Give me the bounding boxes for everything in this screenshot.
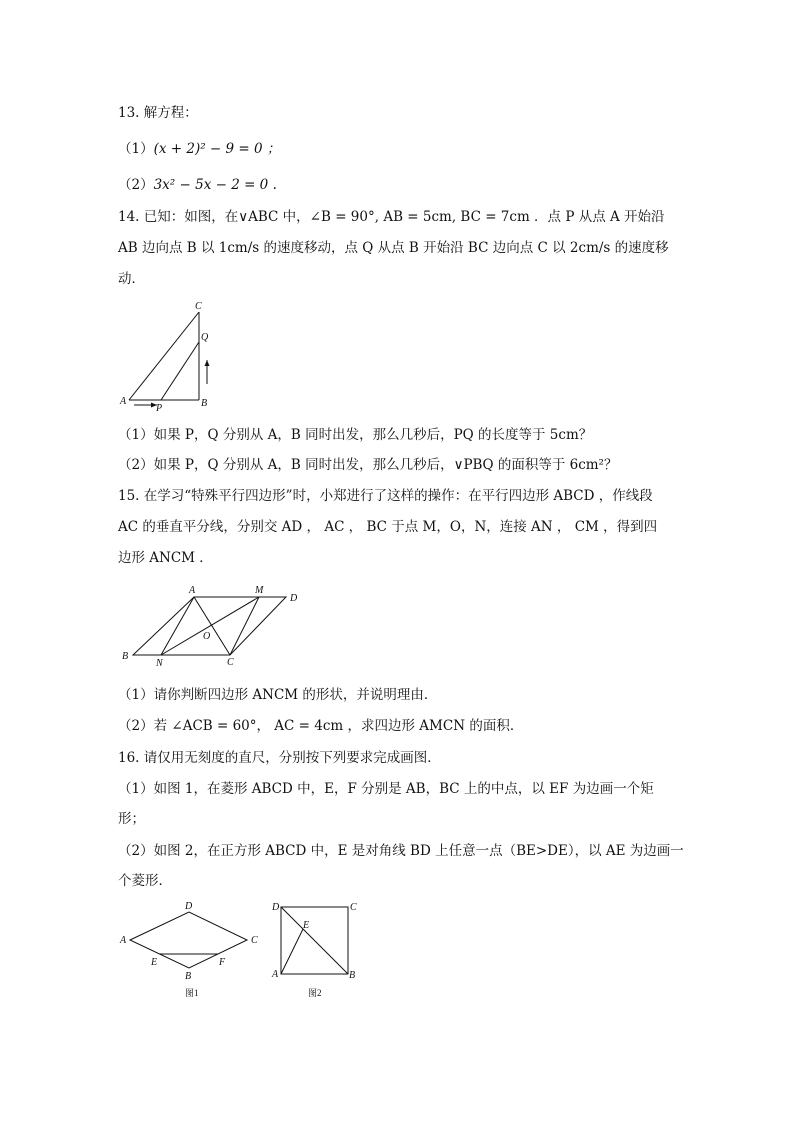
q14-label-b: B	[201, 398, 208, 409]
q14-label-a: A	[120, 396, 127, 407]
q15-label-a: A	[189, 585, 196, 596]
q16-fig1-label-b: B	[185, 971, 192, 982]
q16-fig2-label-d: D	[272, 902, 280, 913]
q14-label-q: Q	[201, 332, 209, 343]
q16-fig2-label-e: E	[303, 920, 310, 931]
q16-fig1-label-c: C	[251, 935, 258, 946]
q14-figure-triangle	[115, 298, 225, 416]
q13-part2	[118, 176, 277, 194]
q14-sub1: （1）如果 P，Q 分别从 A，B 同时出发，那么几秒后，PQ 的长度等于 5cm？	[118, 427, 593, 443]
q14-line2: AB 边向点 B 以 1cm/s 的速度移动，点 Q 从点 B 开始沿 BC 边向点 C 以 2cm/s 的速度移	[118, 240, 669, 256]
q13-part1-label: （1）	[118, 141, 154, 157]
q15-label-n: N	[156, 658, 163, 669]
q16-fig1-label-f: F	[219, 957, 226, 968]
q15-label-d: D	[290, 593, 298, 604]
q16-fig2-label-c: C	[350, 902, 357, 913]
q16-fig2-label-b: B	[349, 970, 356, 981]
q14-label-c: C	[195, 301, 202, 312]
q14-line1: 14. 已知：如图，在∨ABC 中，∠B = 90°, AB = 5cm, BC = 7cm ．点 P 从点 A 开始沿	[118, 209, 665, 225]
q13-part1-equation: (x + 2)² − 9 = 0 ；	[153, 141, 281, 157]
q13-part1	[118, 140, 280, 158]
q16-sub1-line1: （1）如图 1，在菱形 ABCD 中，E，F 分别是 AB，BC 上的中点，以 EF 为边画一个矩	[118, 781, 654, 797]
q16-figure1-rhombus	[115, 898, 265, 1002]
q16-fig1-label-d: D	[185, 901, 193, 912]
q16-sub1-line2: 形；	[118, 811, 145, 827]
q16-sub2-line2: 个菱形．	[118, 873, 172, 889]
q15-figure-parallelogram	[115, 580, 310, 670]
q16-figure2-square	[265, 898, 365, 1002]
q15-label-c: C	[227, 657, 234, 668]
q15-sub1: （1）请你判断四边形 ANCM 的形状，并说明理由．	[118, 687, 438, 703]
q15-label-b: B	[122, 651, 129, 662]
q15-line3: 边形 ANCM ．	[118, 550, 213, 566]
q16-fig1-label-a: A	[120, 935, 127, 946]
q16-fig2-caption: 图2	[308, 988, 322, 998]
q15-sub2: （2）若 ∠ACB = 60°， AC = 4cm ，求四边形 AMCN 的面积．	[118, 718, 524, 734]
q16-fig1-caption: 图1	[185, 988, 199, 998]
q15-line2: AC 的垂直平分线，分别交 AD ， AC ， BC 于点 M，O，N，连接 AN ， CM ，得到四	[118, 519, 658, 535]
q15-label-o: O	[203, 631, 211, 642]
q15-line1: 15. 在学习“特殊平行四边形”时，小郑进行了这样的操作：在平行四边形 ABCD ，作线段	[118, 488, 653, 504]
q16-line1: 16. 请仅用无刻度的直尺，分别按下列要求完成画图．	[118, 750, 441, 766]
q16-fig1-label-e: E	[151, 957, 158, 968]
q15-label-m: M	[255, 585, 264, 596]
q14-sub2: （2）如果 P，Q 分别从 A，B 同时出发，那么几秒后，∨PBQ 的面积等于 6cm²？	[118, 457, 618, 473]
q13-part2-equation: 3x² − 5x − 2 = 0 .	[153, 177, 277, 193]
q16-fig2-label-a: A	[272, 969, 279, 980]
q14-line3: 动．	[118, 271, 145, 287]
q14-label-p: P	[156, 403, 163, 414]
q13-part2-label: （2）	[118, 177, 154, 193]
q16-sub2-line1: （2）如图 2，在正方形 ABCD 中，E 是对角线 BD 上任意一点（BE>DE），以 AE 为边画一	[118, 843, 684, 859]
q13-title: 13. 解方程：	[118, 105, 198, 121]
